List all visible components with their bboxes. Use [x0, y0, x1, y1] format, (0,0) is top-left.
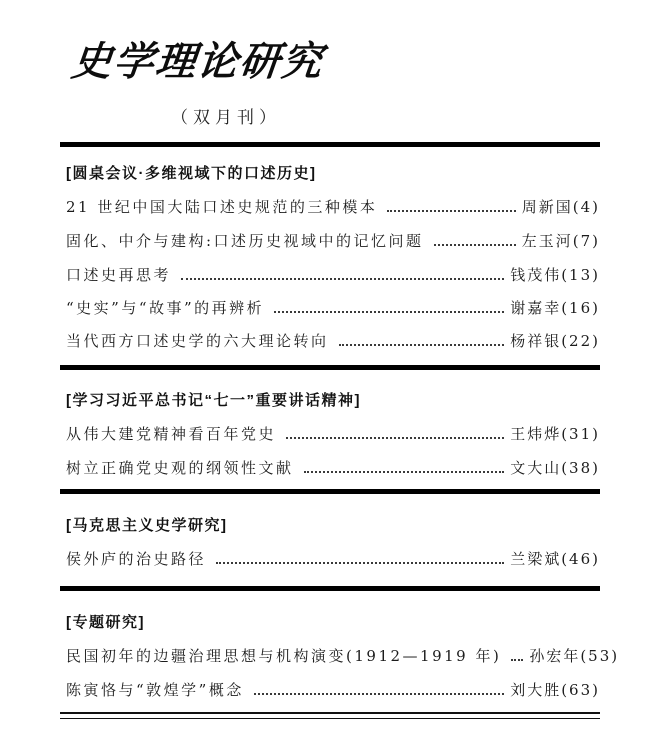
author-page: 杨祥银(22) [510, 332, 600, 350]
section-divider-rule [60, 365, 600, 370]
article-title: 陈寅恪与“敦煌学”概念 [66, 681, 244, 699]
author-page: 兰梁斌(46) [510, 550, 600, 568]
toc-entry [60, 264, 600, 285]
dot-leader [254, 693, 504, 695]
author-page: 周新国(4) [521, 198, 600, 216]
author-page: 钱茂伟(13) [510, 266, 600, 284]
journal-subtitle: （双月刊） [171, 108, 281, 128]
dot-leader [434, 244, 516, 246]
author-page: 刘大胜(63) [510, 681, 600, 699]
author-page: 谢嘉幸(16) [510, 299, 600, 317]
dot-leader [304, 471, 505, 473]
dot-leader [216, 562, 504, 564]
author-page: 文大山(38) [510, 459, 600, 477]
toc-entry [60, 330, 600, 351]
article-title: 口述史再思考 [66, 266, 172, 284]
toc-entry [60, 196, 600, 217]
article-title: 21 世纪中国大陆口述史规范的三种模本 [66, 198, 378, 216]
author-page: 左玉河(7) [521, 232, 600, 250]
dot-leader [339, 344, 505, 346]
journal-title: 史学理论研究 [69, 38, 327, 85]
toc-entry [60, 645, 620, 666]
section-header-marxist-historiography: [马克思主义史学研究] [66, 517, 228, 534]
dot-leader [511, 659, 523, 661]
toc-entry [60, 297, 600, 318]
section-header-roundtable: [圆桌会议·多维视域下的口述历史] [66, 165, 317, 182]
article-title: 从伟大建党精神看百年党史 [66, 425, 277, 443]
section-header-speech-spirit: [学习习近平总书记“七一”重要讲话精神] [66, 392, 361, 409]
section-divider-rule [60, 489, 600, 494]
dot-leader [274, 311, 504, 313]
article-title: “史实”与“故事”的再辨析 [66, 299, 265, 317]
author-page: 孙宏年(53) [529, 647, 620, 665]
footer-double-rule [60, 712, 600, 719]
toc-entry [60, 679, 600, 700]
section-divider-rule [60, 586, 600, 591]
dot-leader [387, 210, 515, 212]
article-title: 当代西方口述史学的六大理论转向 [66, 332, 329, 350]
article-title: 侯外庐的治史路径 [66, 550, 207, 568]
toc-entry [60, 548, 600, 569]
dot-leader [181, 278, 504, 280]
header-divider-rule [60, 142, 600, 147]
toc-entry [60, 457, 600, 478]
toc-entry [60, 423, 600, 444]
article-title: 树立正确党史观的纲领性文献 [66, 459, 294, 477]
toc-entry [60, 230, 600, 251]
author-page: 王炜烨(31) [510, 425, 600, 443]
dot-leader [286, 437, 504, 439]
article-title: 民国初年的边疆治理思想与机构演变(1912—1919 年) [66, 647, 502, 665]
article-title: 固化、中介与建构:口述历史视域中的记忆问题 [66, 232, 424, 250]
section-header-special-topics: [专题研究] [66, 614, 145, 631]
